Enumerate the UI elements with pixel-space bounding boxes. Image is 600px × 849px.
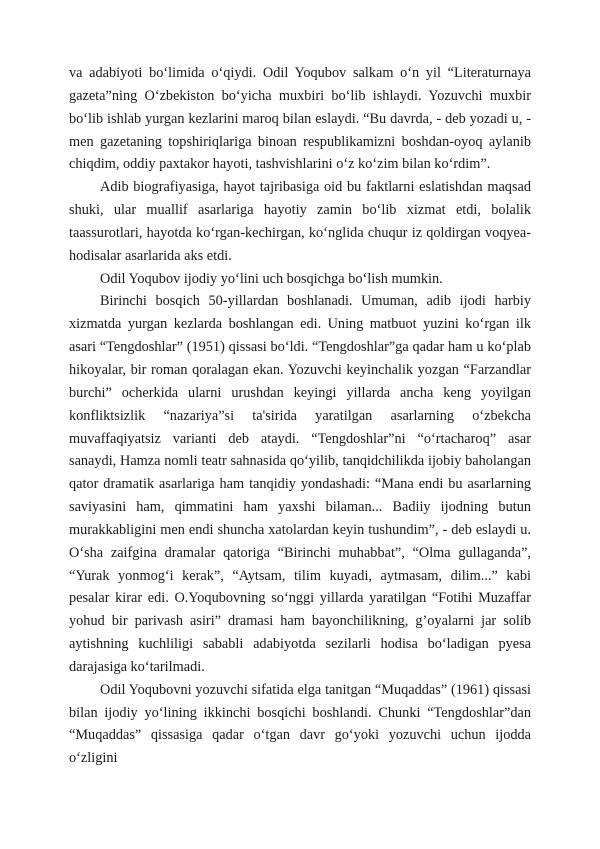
paragraph: Odil Yoqubov ijodiy yo‘lini uch bosqichga bo‘lish mumkin. (100, 270, 443, 287)
paragraph: Birinchi bosqich 50-yillardan boshlanadi. Umuman, adib ijodi harbiy xizmatda yurgan kezlarda boshlangan edi. Uning matbuot yuzini ko‘rgan ilk asari “Tengdoshlar” (1951) qissasi bo‘ldi. “Tengdoshlar”ga qadar ham u ko‘plab hikoyalar, bir roman qoralagan ekan. Yozuvchi keyinchalik yozgan “Farzandlar burchi” ocherkida ularni urushdan keyingi yillarda ancha keng yoyilgan konfliktsizlik “nazariya”si ta'sirida yaratilgan asarlarning o‘zbekcha muvaffaqiyatsiz varianti deb ataydi. “Tengdoshlar”ni “o‘rtacharoq” asar sanaydi, Hamza nomli teatr sahnasida qo‘yilib, tanqidchilikda ijobiy baholangan qator dramatik asarlariga ham tanqidiy yondashadi: “Mana endi bu asarlarning saviyasini ham, qimmatini ham yaxshi bilaman... Badiiy ijodning butun murakkabligini men endi shuncha xatolardan keyin tushundim”, - deb eslaydi u. O‘sha zaifgina dramalar qatoriga “Birinchi muhabbat”, “Olma gullaganda”, “Yurak yonmog‘i kerak”, “Aytsam, tilim kuyadi, aytmasam, dilim...” kabi pesalar kirar edi. O.Yoqubovning so‘nggi yillarda yaratilgan “Fotihi Muzaffar yohud bir parivash asiri” dramasi ham bayonchilikning, g’oyalarni jar solib aytishning kuchliligi sababli adabiyotda sezilarli hodisa bo‘ladigan pyesa darajasiga ko‘tarilmadi. (69, 293, 531, 675)
paragraph: va adabiyoti bo‘limida o‘qiydi. Odil Yoqubov salkam o‘n yil “Literaturnaya gazeta”ning O‘zbekiston bo‘yicha muxbiri bo‘lib ishlaydi. Yozuvchi muxbir bo‘lib ishlab yurgan kezlarini maroq bilan eslaydi. “Bu davrda, - deb yozadi u, - men gazetaning topshiriqlariga binoan respublikamizni boshdan-oyoq aylanib chiqdim, oddiy paxtakor hayoti, tashvishlarini o‘z ko‘zim bilan ko‘rdim”. (69, 65, 531, 173)
paragraph: Adib biografiyasiga, hayot tajribasiga oid bu faktlarni eslatishdan maqsad shuki, ular muallif asarlariga hayotiy zamin bo‘lib xizmat etdi, bolalik taassurotlari, hayotda ko‘rgan-kechirgan, ko‘nglida chuqur iz qoldirgan voqyea-hodisalar asarlarida aks etdi. (69, 179, 531, 264)
document-page (69, 62, 531, 770)
paragraph: Odil Yoqubovni yozuvchi sifatida elga tanitgan “Muqaddas” (1961) qissasi bilan ijodiy yo‘lining ikkinchi bosqichi boshlandi. Chunki “Tengdoshlar”dan “Muqaddas” qissasiga qadar o‘tgan davr go‘yoki yozuvchi uchun ijodda o‘zligini (69, 681, 531, 767)
